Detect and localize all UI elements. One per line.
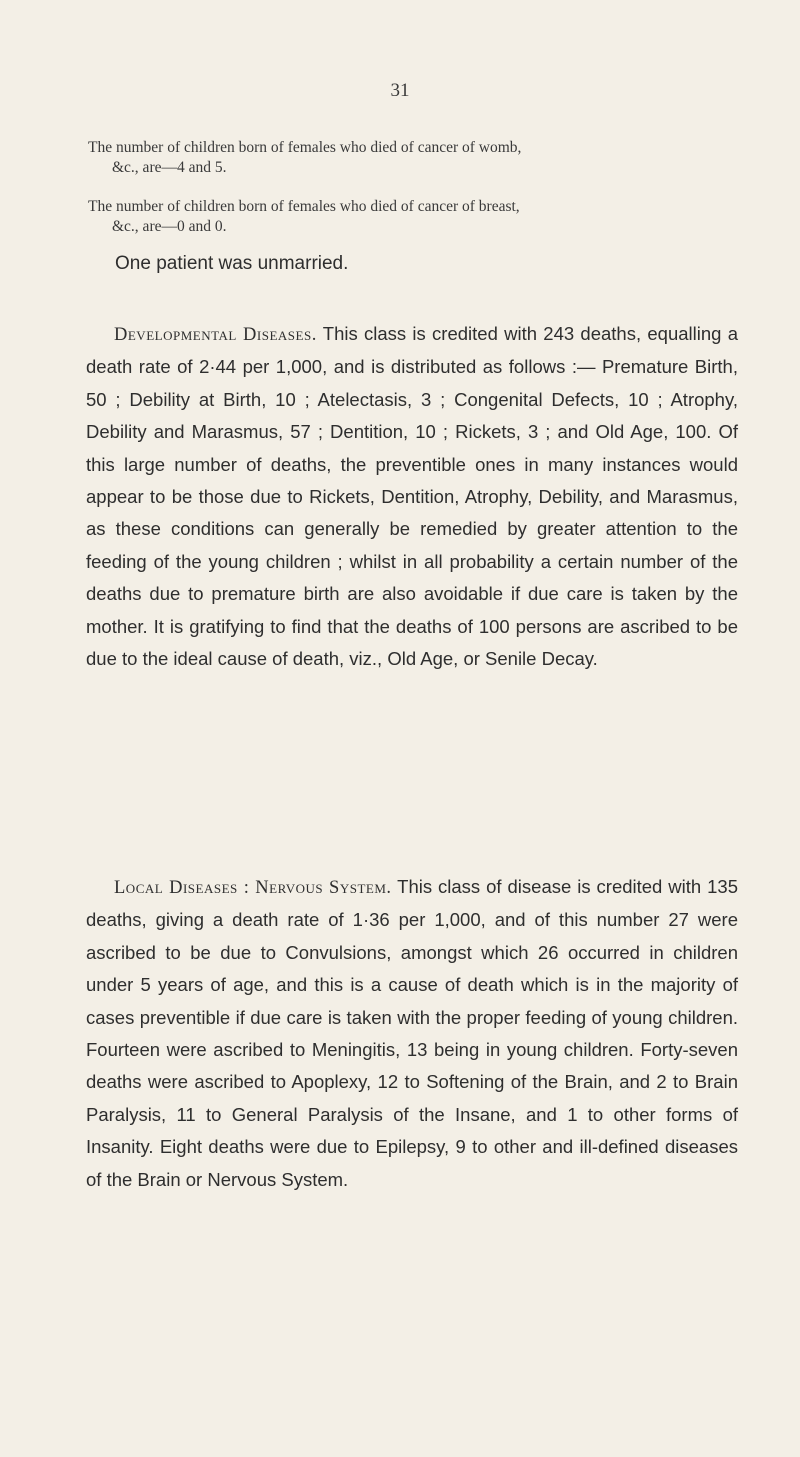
note-cancer-womb (88, 138, 738, 178)
note-line-continued: &c., are—4 and 5. (112, 159, 227, 176)
note-line: The number of children born of females who died of cancer of breast, (88, 198, 520, 215)
local-diseases-paragraph (86, 871, 738, 1196)
paragraph-body: This class of disease is credited with 135 deaths, giving a death rate of 1·36 per 1,000, and of this number 27 were ascribed to be due to Convulsions, amongst which 26 occurred in children under 5 years of age, and this is a cause of death which is in the majority of cases preventible if due care is taken with the proper feeding of young children. Fourteen were ascribed to Meningitis, 13 being in young children. Forty-seven deaths were ascribed to Apoplexy, 12 to Softening of the Brain, and 2 to Brain Paralysis, 11 to General Paralysis of the Insane, and 1 to other forms of Insanity. Eight deaths were due to Epilepsy, 9 to other and ill-defined diseases of the Brain or Nervous System. (86, 876, 739, 1190)
page-number: 31 (390, 80, 410, 101)
note-line-continued: &c., are—0 and 0. (112, 218, 227, 235)
note-cancer-breast (88, 197, 738, 237)
note-line: The number of children born of females who died of cancer of womb, (88, 139, 522, 156)
developmental-diseases-paragraph (86, 318, 738, 675)
unmarried-sentence: One patient was unmarried. (115, 253, 349, 274)
paragraph-body: This class is credited with 243 deaths, equalling a death rate of 2·44 per 1,000, and is distributed as follows :— Premature Birth, 50 ; Debility at Birth, 10 ; Atelectasis, 3 ; Congenital Defects, 10 ; Atrophy, Debility and Marasmus, 57 ; Dentition, 10 ; Rickets, 3 ; and Old Age, 100. Of this large number of deaths, the preventible ones in many instances would appear to be those due to Rickets, Dentition, Atrophy, Debility, and Marasmus, as these conditions can generally be remedied by greater attention to the feeding of the young children ; whilst in all probability a certain number of the deaths due to premature birth are also avoidable if due care is taken by the mother. It is gratifying to find that the deaths of 100 persons are ascribed to be due to the ideal cause of death, viz., Old Age, or Senile Decay. (86, 323, 738, 670)
section-heading: Local Diseases : Nervous System. (114, 878, 392, 898)
section-heading: Developmental Diseases. (114, 325, 317, 345)
